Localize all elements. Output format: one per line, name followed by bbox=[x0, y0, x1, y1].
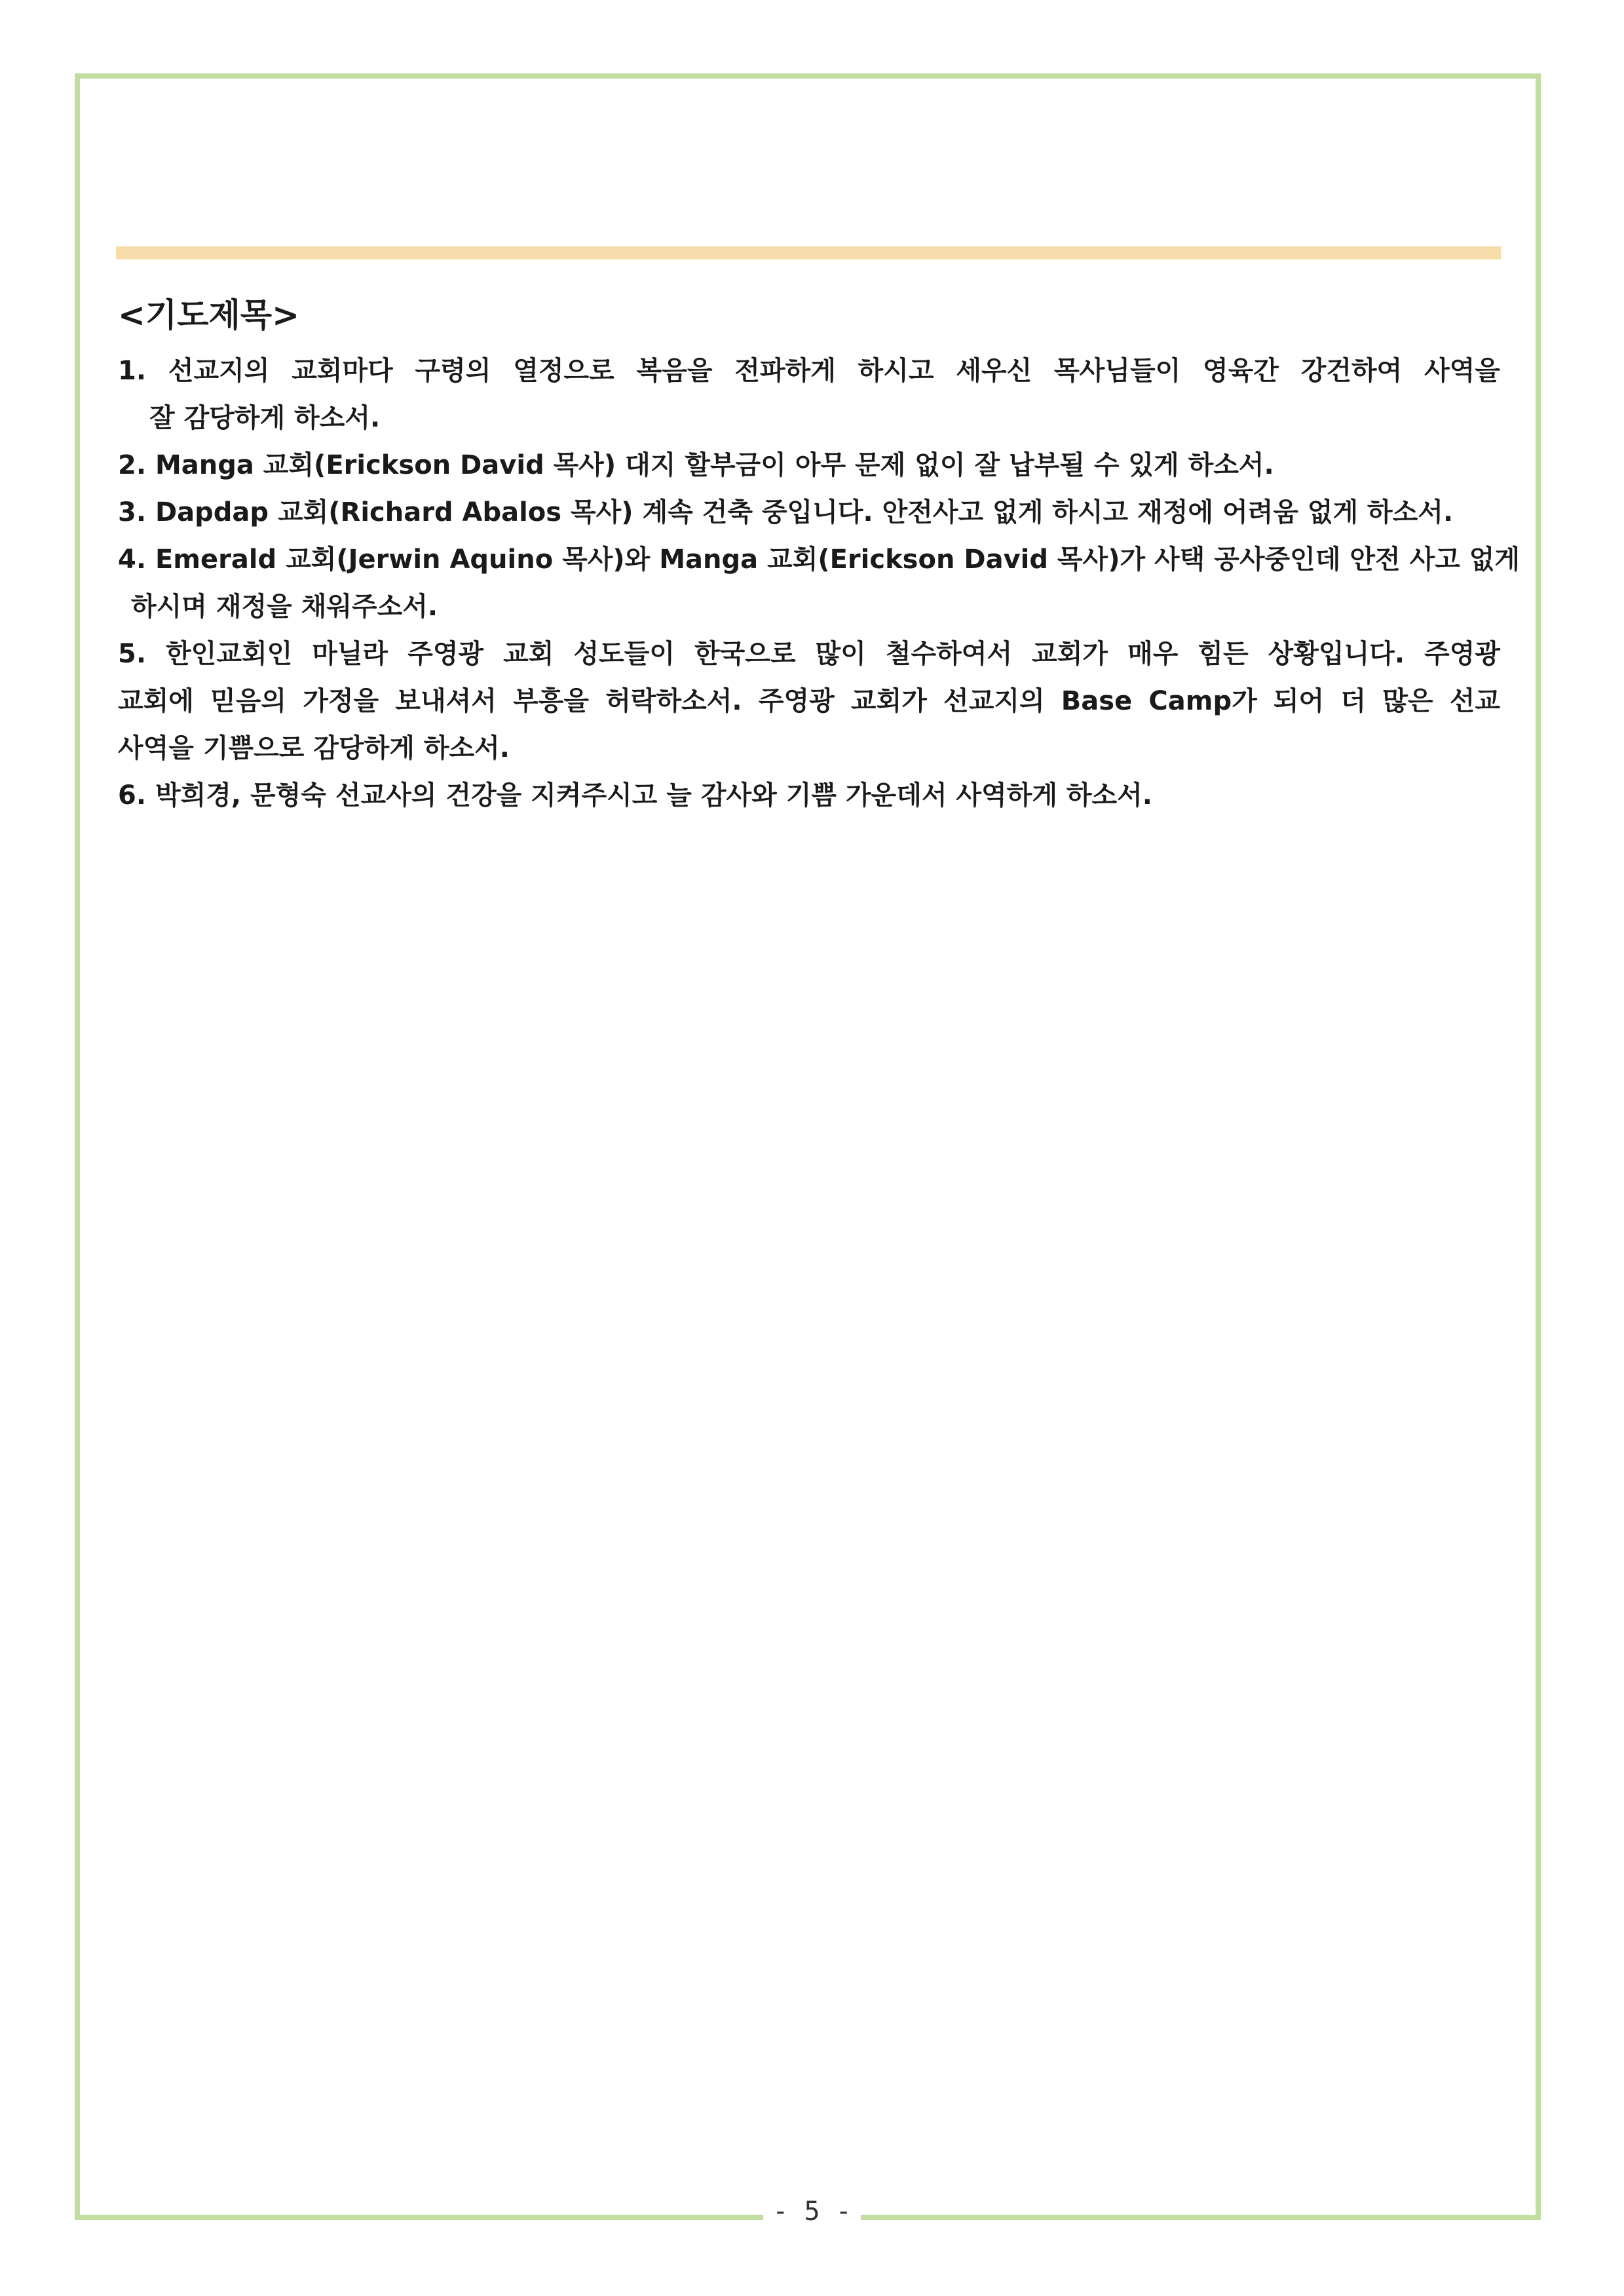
prayer-item-line: 잘 감당하게 하소서. bbox=[149, 403, 381, 433]
prayer-item-6 bbox=[118, 772, 1500, 819]
prayer-item-line: 교회에 믿음의 가정을 보내셔서 부흥을 허락하소서. 주영광 교회가 선교지의 Base Camp가 되어 더 많은 선교 bbox=[118, 686, 1500, 716]
prayer-item-line: 사역을 기쁨으로 감당하게 하소서. bbox=[118, 733, 510, 763]
prayer-list bbox=[118, 347, 1520, 819]
prayer-item-1 bbox=[118, 347, 1500, 442]
prayer-item-3 bbox=[118, 489, 1500, 536]
page-number-text: - 5 - bbox=[763, 2196, 860, 2227]
prayer-item-line: 2. Manga 교회(Erickson David 목사) 대지 할부금이 아무 문제 없이 잘 납부될 수 있게 하소서. bbox=[118, 450, 1274, 480]
prayer-item-line: 1. 선교지의 교회마다 구령의 열정으로 복음을 전파하게 하시고 세우신 목사님들이 영육간 강건하여 사역을 bbox=[118, 356, 1500, 386]
prayer-item-line: 3. Dapdap 교회(Richard Abalos 목사) 계속 건축 중입니다. 안전사고 없게 하시고 재정에 어려움 없게 하소서. bbox=[118, 497, 1454, 527]
prayer-item-line: 5. 한인교회인 마닐라 주영광 교회 성도들이 한국으로 많이 철수하여서 교회가 매우 힘든 상황입니다. 주영광 bbox=[118, 639, 1500, 669]
prayer-item-5 bbox=[118, 630, 1500, 772]
prayer-item-line: 6. 박희경, 문형숙 선교사의 건강을 지켜주시고 늘 감사와 기쁨 가운데서 사역하게 하소서. bbox=[118, 780, 1153, 811]
prayer-item-line: 하시며 재정을 채워주소서. bbox=[131, 592, 438, 622]
prayer-topics-heading: <기도제목> bbox=[118, 296, 299, 334]
page-number bbox=[0, 2196, 1624, 2227]
prayer-item-2 bbox=[118, 442, 1500, 489]
prayer-item-4 bbox=[118, 536, 1520, 630]
prayer-item-line: 4. Emerald 교회(Jerwin Aquino 목사)와 Manga 교회(Erickson David 목사)가 사택 공사중인데 안전 사고 없게 bbox=[118, 545, 1520, 575]
header-accent-bar bbox=[116, 246, 1501, 259]
